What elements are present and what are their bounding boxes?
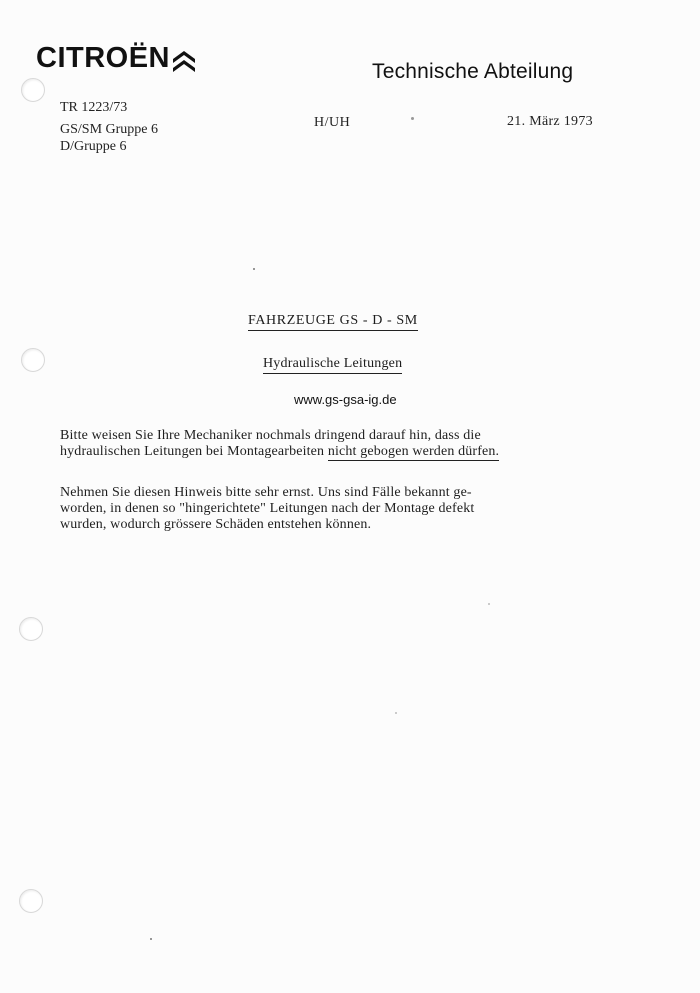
reference-group-gs-sm: GS/SM Gruppe 6 [60,122,159,137]
scan-speck [395,712,397,714]
punch-hole-icon [21,78,45,102]
document-title: FAHRZEUGE GS - D - SM [248,313,418,331]
paragraph-line: Bitte weisen Sie Ihre Mechaniker nochmals dringend darauf hin, dass die [60,428,481,443]
signature-initials: H/UH [314,115,351,130]
department-heading: Technische Abteilung [372,60,574,83]
logo-wordmark: CITROËN [36,42,170,74]
scan-speck [253,268,255,270]
scan-speck [488,603,490,605]
reference-number: TR 1223/73 [60,100,128,115]
website-watermark: www.gs-gsa-ig.de [294,392,397,407]
paragraph-line [60,444,620,460]
paragraph-instruction [60,428,620,460]
punch-hole-icon [21,348,45,372]
document-date: 21. März 1973 [507,114,593,129]
paragraph-text: hydraulischen Leitungen bei Montagearbeiten [60,444,328,459]
paragraph-line: worden, in denen so "hingerichtete" Leitungen nach der Montage defekt [60,501,475,516]
double-chevron-icon [171,45,197,73]
document-subtitle: Hydraulische Leitungen [263,356,402,374]
emphasis-underlined: nicht gebogen werden dürfen. [327,444,500,459]
scan-speck [411,117,414,120]
reference-group-d: D/Gruppe 6 [60,139,127,154]
punch-hole-icon [19,617,43,641]
paragraph-line: wurden, wodurch grössere Schäden entstehen können. [60,517,372,532]
reference-block [60,99,158,155]
paragraph-warning [60,485,620,533]
punch-hole-icon [19,889,43,913]
citroen-logo [36,44,197,73]
scan-speck [150,938,152,940]
paragraph-line: Nehmen Sie diesen Hinweis bitte sehr ernst. Uns sind Fälle bekannt ge- [60,485,472,500]
